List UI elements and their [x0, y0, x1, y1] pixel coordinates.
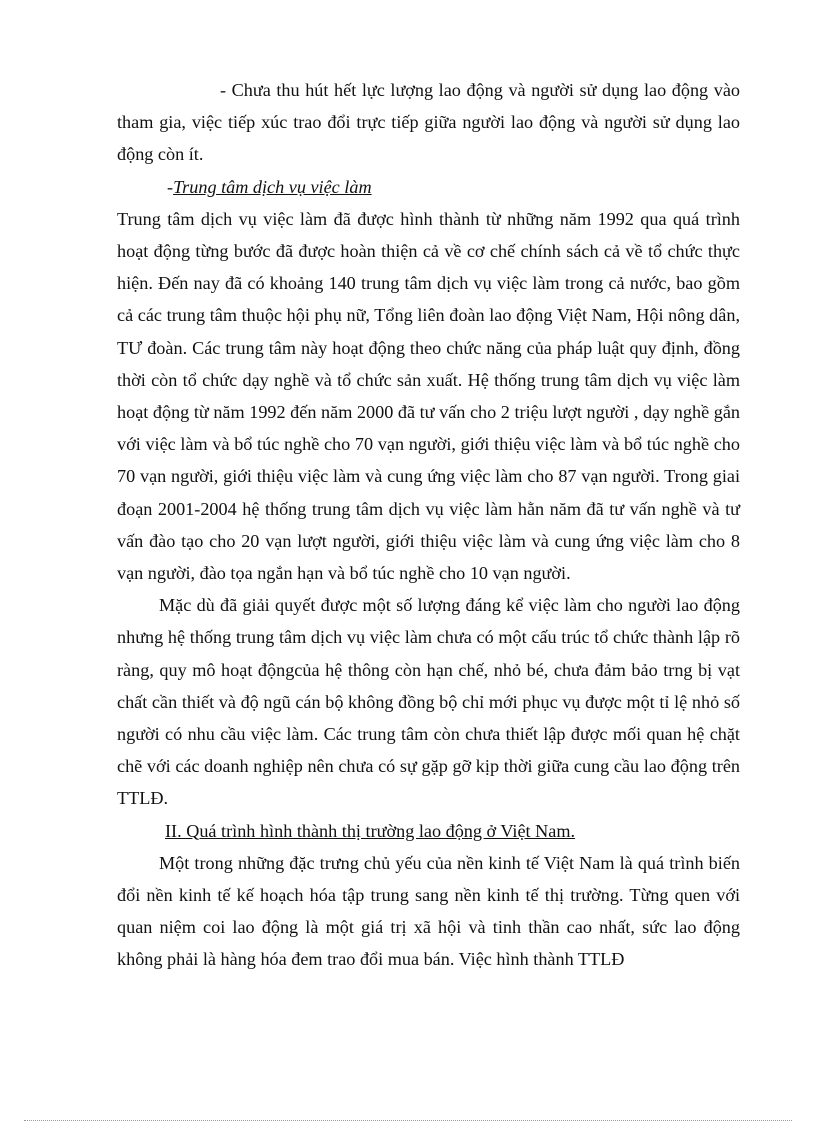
page-bottom-divider	[24, 1120, 792, 1121]
document-body	[117, 74, 740, 976]
section-title-labor-market: II. Quá trình hình thành thị trường lao động ở Việt Nam.	[165, 820, 576, 841]
paragraph-employment-centers: Trung tâm dịch vụ việc làm đã được hình thành từ những năm 1992 qua quá trình hoạt động từng bước đã được hoàn thiện cả về cơ chế chính sách cả về tổ chức thực hiện. Đến nay đã có khoảng 140 trung tâm dịch vụ việc làm trong cả nước, bao gồm cả các trung tâm thuộc hội phụ nữ, Tổng liên đoàn lao động Việt Nam, Hội nông dân, TƯ đoàn. Các trung tâm này hoạt động theo chức năng của pháp luật quy định, đồng thời còn tổ chức dạy nghề và tổ chức sản xuất. Hệ thống trung tâm dịch vụ việc làm hoạt động từ năm 1992 đến năm 2000 đã tư vấn cho 2 triệu lượt người , dạy nghề gắn với việc làm và bổ túc nghề cho 70 vạn người, giới thiệu việc làm và bổ túc nghề cho 70 vạn người, giới thiệu việc làm và cung ứng việc làm cho 87 vạn người. Trong giai đoạn 2001-2004 hệ thống trung tâm dịch vụ việc làm hằn năm đã tư vấn nghề và tư vấn đào tạo cho 20 vạn lượt người, giới thiệu việc làm và cung ứng việc làm cho 8 vạn người, đào tọa ngắn hạn và bổ túc nghề cho 10 vạn người.	[117, 208, 740, 584]
paragraph-limitations: - Chưa thu hút hết lực lượng lao động và người sử dụng lao động vào tham gia, việc tiếp xúc trao đổi trực tiếp giữa người lao động và người sử dụng lao động còn ít.	[117, 80, 740, 165]
paragraph-market-formation: Một trong những đặc trưng chủ yếu của nền kinh tế Việt Nam là quá trình biến đổi nền kinh tế kế hoạch hóa tập trung sang nền kinh tế thị trường. Từng quen với quan niệm coi lao động là một giá trị xã hội và tinh thần cao nhất, sức lao động không phải là hàng hóa đem trao đổi mua bán. Việc hình thành TTLĐ	[117, 852, 740, 970]
subheading-dash: -	[167, 176, 174, 197]
paragraph-shortcomings: Mặc dù đã giải quyết được một số lượng đáng kể việc làm cho người lao động nhưng hệ thống trung tâm dịch vụ việc làm chưa có một cấu trúc tổ chức thành lập rõ ràng, quy mô hoạt độngcủa hệ thông còn hạn chế, nhỏ bé, chưa đảm bảo trng bị vạt chất cần thiết và độ ngũ cán bộ không đồng bộ chỉ mới phục vụ được một tỉ lệ nhỏ số người có nhu cầu việc làm. Các trung tâm còn chưa thiết lập được mối quan hệ chặt chẽ với các doanh nghiệp nên chưa có sự gặp gỡ kịp thời giữa cung cầu lao động trên TTLĐ.	[117, 595, 740, 809]
subheading-text: Trung tâm dịch vụ việc làm	[173, 176, 372, 197]
subheading-employment-center	[117, 171, 740, 203]
